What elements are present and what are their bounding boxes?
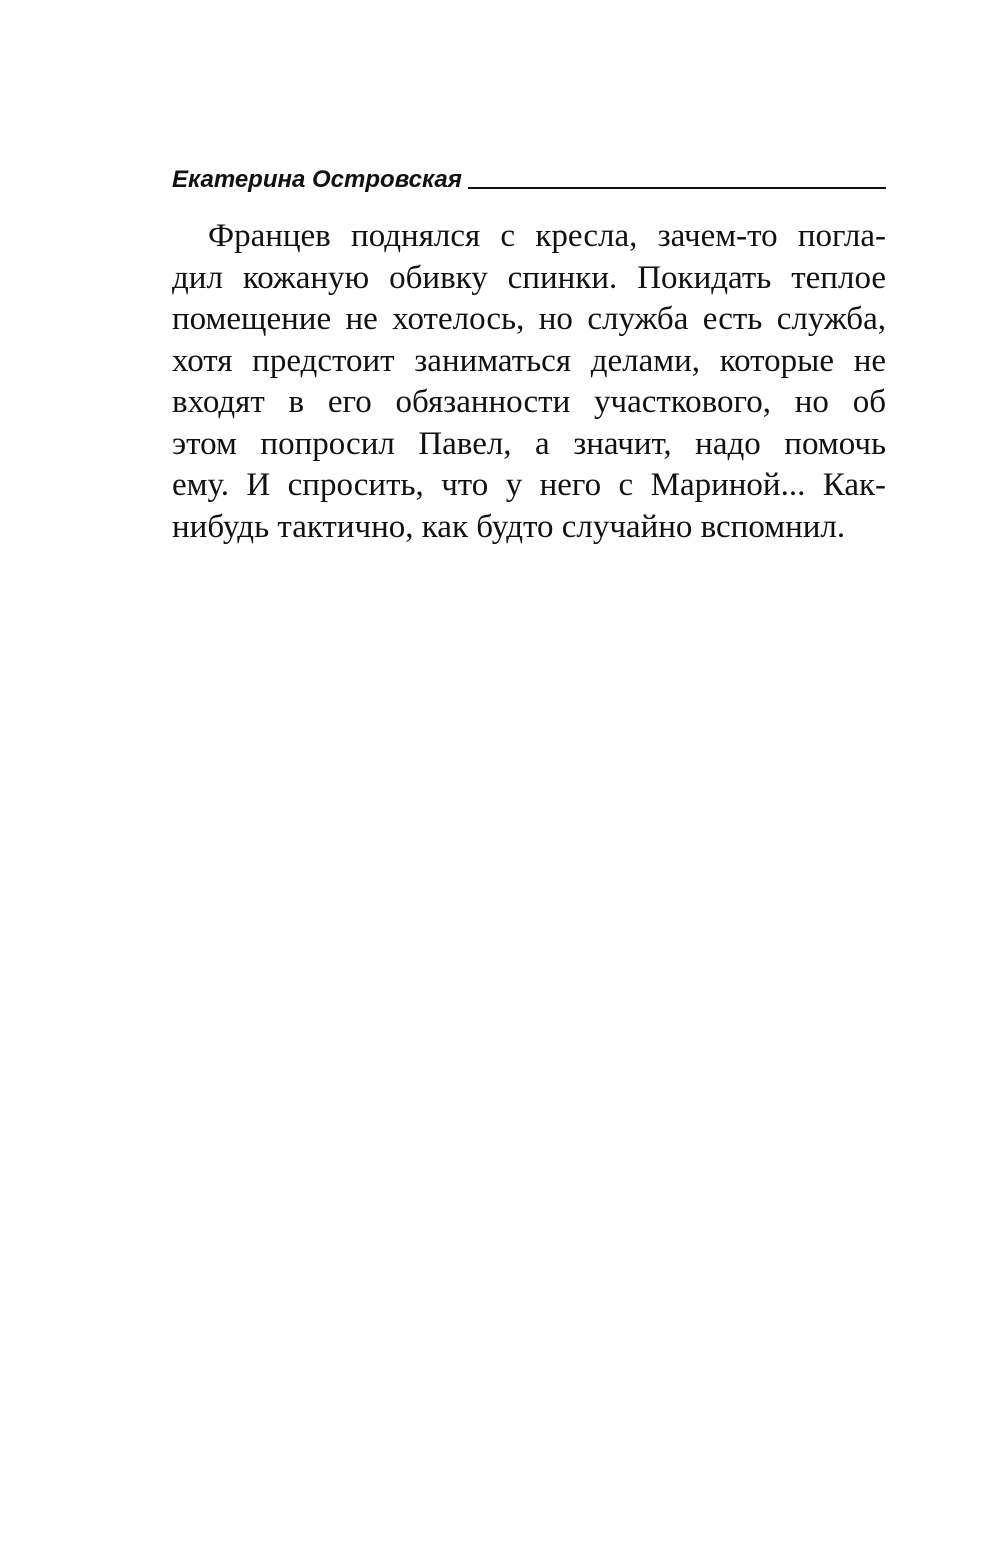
body-paragraph [172, 216, 886, 548]
text-line: входят в его обязанности участкового, но об [172, 384, 886, 420]
text-line: нибудь тактично, как будто случайно вспомнил. [172, 508, 846, 545]
author-name: Екатерина Островская [172, 166, 462, 193]
text-line: дил кожаную обивку спинки. Покидать теплое [172, 259, 886, 296]
header-rule [468, 187, 886, 189]
text-line: помещение не хотелось, но служба есть служба, [172, 301, 886, 337]
text-line: этом попросил Павел, а значит, надо помочь [172, 425, 886, 462]
running-head [172, 158, 886, 194]
text-line: Францев поднялся с кресла, зачем-то погла- [208, 218, 886, 254]
text-line: хотя предстоит заниматься делами, которые не [172, 342, 886, 379]
text-line: ему. И спросить, что у него с Мариной... Как- [172, 467, 886, 503]
